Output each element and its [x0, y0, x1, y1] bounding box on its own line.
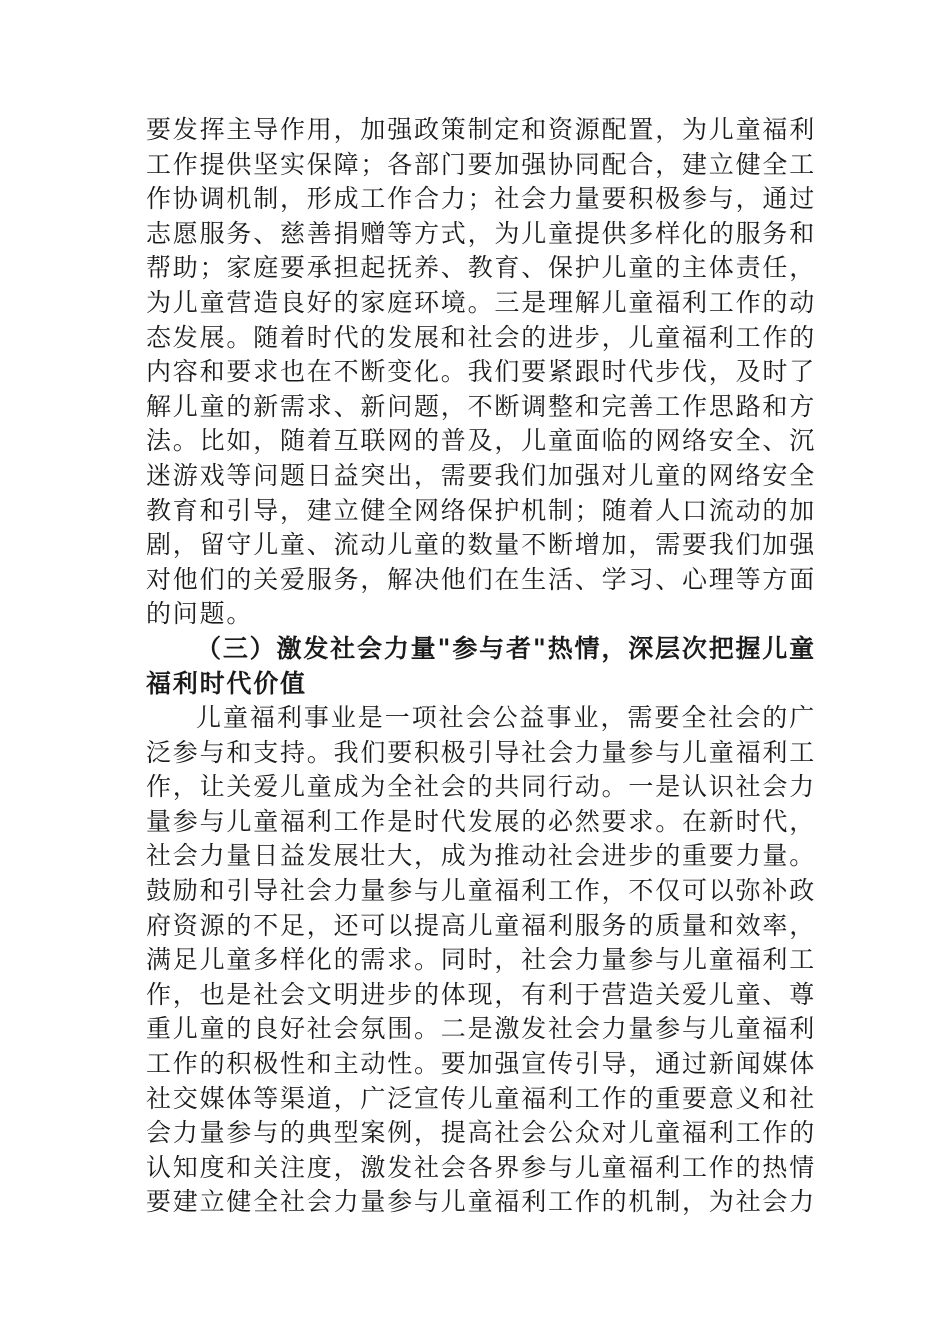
body-paragraph: 儿童福利事业是一项社会公益事业，需要全社会的广泛参与和支持。我们要积极引导社会力量参与儿童福利工作，让关爱儿童成为全社会的共同行动。一是认识社会力量参与儿童福利工作是时代发展的必然要求。在新时代，社会力量日益发展壮大，成为推动社会进步的重要力量。鼓励和引导社会力量参与儿童福利工作，不仅可以弥补政府资源的不足，还可以提高儿童福利服务的质量和效率，满足儿童多样化的需求。同时，社会力量参与儿童福利工作，也是社会文明进步的体现，有利于营造关爱儿童、尊重儿童的良好社会氛围。二是激发社会力量参与儿童福利工作的积极性和主动性。要加强宣传引导，通过新闻媒体社交媒体等渠道，广泛宣传儿童福利工作的重要意义和社会力量参与的典型案例，提高社会公众对儿童福利工作的认知度和关注度，激发社会各界参与儿童福利工作的热情要建立健全社会力量参与儿童福利工作的机制，为社会力	[146, 703, 817, 1217]
body-paragraph: 要发挥主导作用，加强政策制定和资源配置，为儿童福利工作提供坚实保障；各部门要加强协同配合，建立健全工作协调机制，形成工作合力；社会力量要积极参与，通过志愿服务、慈善捐赠等方式，为儿童提供多样化的服务和帮助；家庭要承担起抚养、教育、保护儿童的主体责任，为儿童营造良好的家庭环境。三是理解儿童福利工作的动态发展。随着时代的发展和社会的进步，儿童福利工作的内容和要求也在不断变化。我们要紧跟时代步伐，及时了解儿童的新需求、新问题，不断调整和完善工作思路和方法。比如，随着互联网的普及，儿童面临的网络安全、沉迷游戏等问题日益突出，需要我们加强对儿童的网络安全教育和引导，建立健全网络保护机制；随着人口流动的加剧，留守儿童、流动儿童的数量不断增加，需要我们加强对他们的关爱服务，解决他们在生活、学习、心理等方面的问题。	[146, 115, 817, 629]
document-page	[146, 113, 816, 1220]
section-heading: （三）激发社会力量"参与者"热情，深层次把握儿童福利时代价值	[146, 633, 816, 698]
